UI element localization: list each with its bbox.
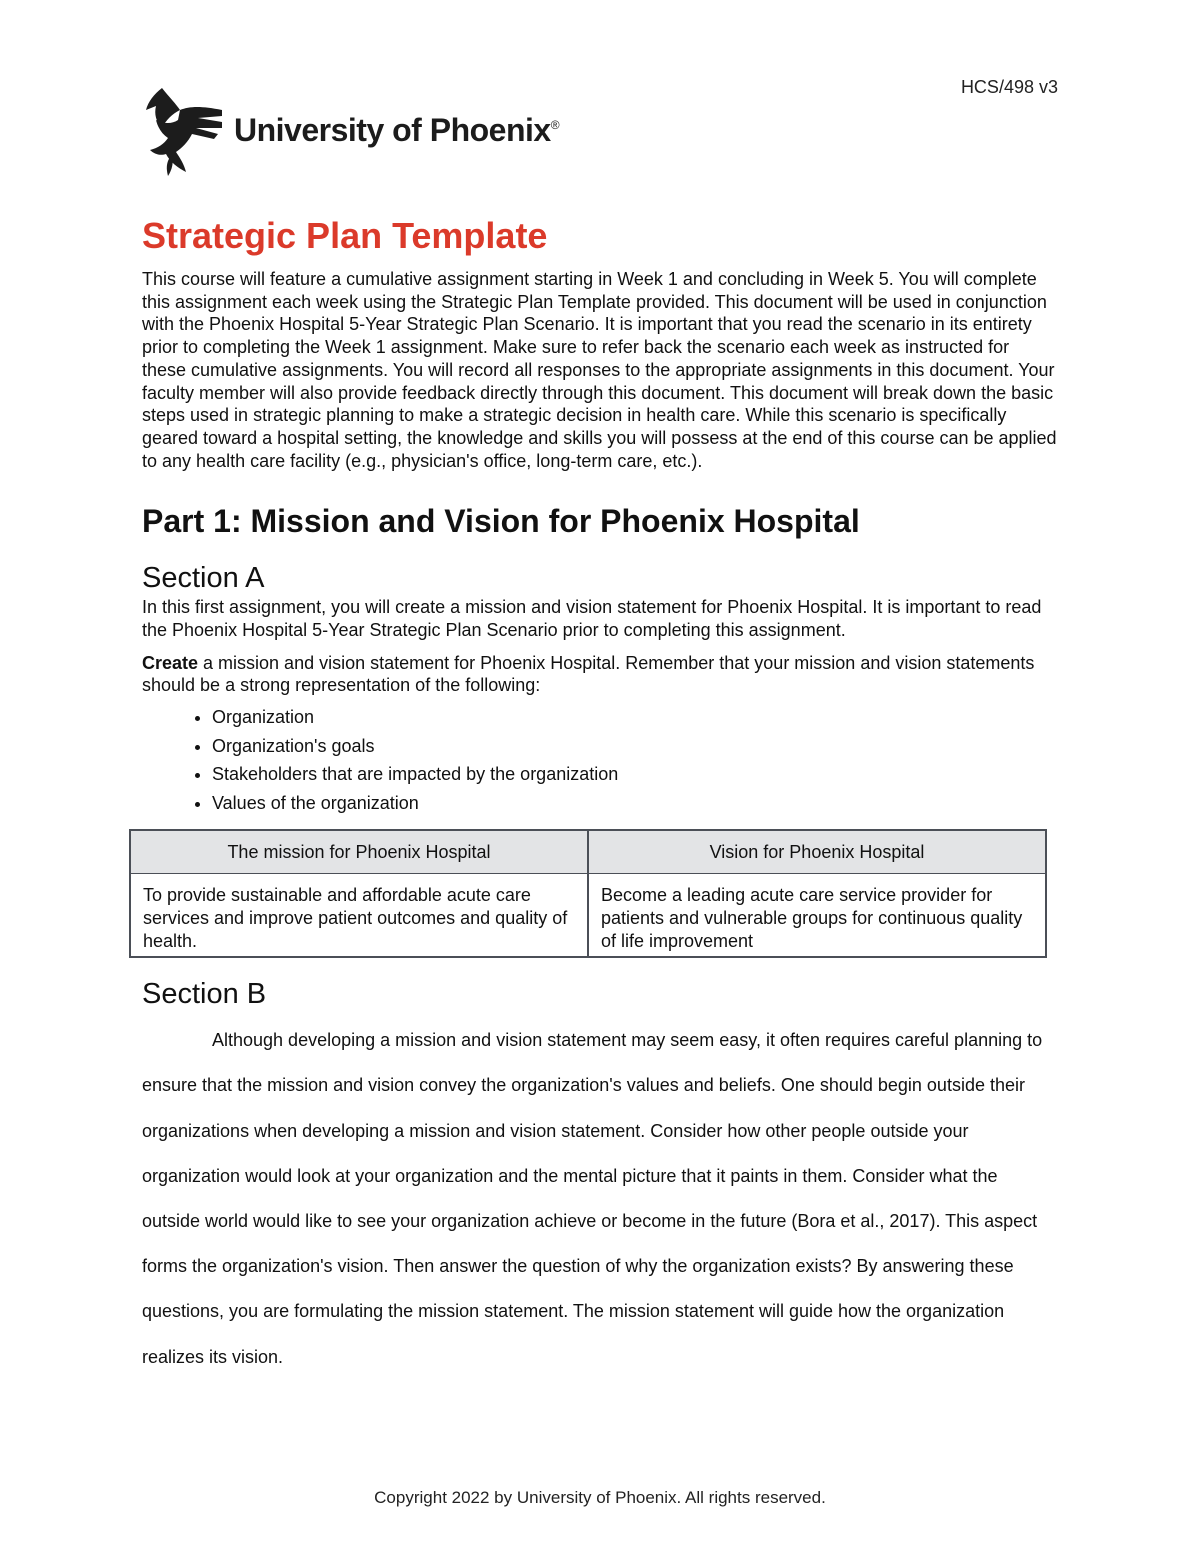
list-item: • Stakeholders that are impacted by the organization <box>212 760 1058 789</box>
page-title: Strategic Plan Template <box>142 215 548 256</box>
intro-paragraph: This course will feature a cumulative assignment starting in Week 1 and concluding in Week 5. You will complete this assignment each week using the Strategic Plan Template provided. This document will be used in conjunction with the Phoenix Hospital 5-Year Strategic Plan Scenario. It is important that you read the scenario in its entirety prior to completing the Week 1 assignment. Make sure to refer back the scenario each week as instructed for these cumulative assignments. You will record all responses to the appropriate assignments in this document. Your faculty member will also provide feedback directly through this document. This document will break down the basic steps used in strategic planning to make a strategic decision in health care. While this scenario is specifically geared toward a hospital setting, the knowledge and skills you will possess at the end of this course can be applied to any health care facility (e.g., physician's office, long-term care, etc.). <box>142 269 1057 471</box>
mission-header: The mission for Phoenix Hospital <box>130 830 588 874</box>
vision-cell[interactable]: Become a leading acute care service provider for patients and vulnerable groups for continuous quality of life improvement <box>588 874 1046 958</box>
logo-text: University of Phoenix <box>234 111 551 148</box>
part-1-heading: Part 1: Mission and Vision for Phoenix Hospital <box>142 503 860 540</box>
create-bold: Create <box>142 652 199 673</box>
list-item: • Organization <box>212 703 1058 732</box>
section-a-heading: Section A <box>142 562 265 595</box>
mission-vision-table <box>129 829 1047 958</box>
copyright-footer: Copyright 2022 by University of Phoenix. All rights reserved. <box>374 1488 826 1507</box>
course-code: HCS/498 v3 <box>960 77 1058 97</box>
bullet-list <box>142 703 1058 817</box>
university-logo <box>142 84 559 176</box>
section-b-heading: Section B <box>142 978 267 1011</box>
create-rest: a mission and vision statement for Phoenix Hospital. Remember that your mission and vision statements should be a strong representation of the following: <box>142 652 1035 696</box>
vision-header: Vision for Phoenix Hospital <box>588 830 1046 874</box>
section-a-paragraph: In this first assignment, you will create a mission and vision statement for Phoenix Hospital. It is important to read the Phoenix Hospital 5-Year Strategic Plan Scenario prior to completing this assignment. <box>142 597 1042 641</box>
section-b-paragraph: Although developing a mission and vision statement may seem easy, it often requires careful planning to ensure that the mission and vision convey the organization's values and beliefs. One should begin outside their organizations when developing a mission and vision statement. Consider how other people outside your organization would look at your organization and the mental picture that it paints in them. Consider what the outside world would like to see your organization achieve or become in the future (Bora et al., 2017). This aspect forms the organization's vision. Then answer the question of why the organization exists? By answering these questions, you are formulating the mission statement. The mission statement will guide how the organization realizes its vision. <box>142 1030 1043 1367</box>
table-header-row <box>130 830 1046 874</box>
mission-cell[interactable]: To provide sustainable and affordable acute care services and improve patient outcomes and quality of health. <box>130 874 588 958</box>
create-instruction <box>142 652 1058 697</box>
list-item: • Values of the organization <box>212 789 1058 818</box>
logo-wordmark <box>234 112 559 149</box>
table-row <box>130 874 1046 958</box>
document-body <box>142 210 1058 1380</box>
list-item: • Organization's goals <box>212 732 1058 761</box>
phoenix-bird-icon <box>142 84 224 176</box>
registered-mark: ® <box>550 117 560 132</box>
